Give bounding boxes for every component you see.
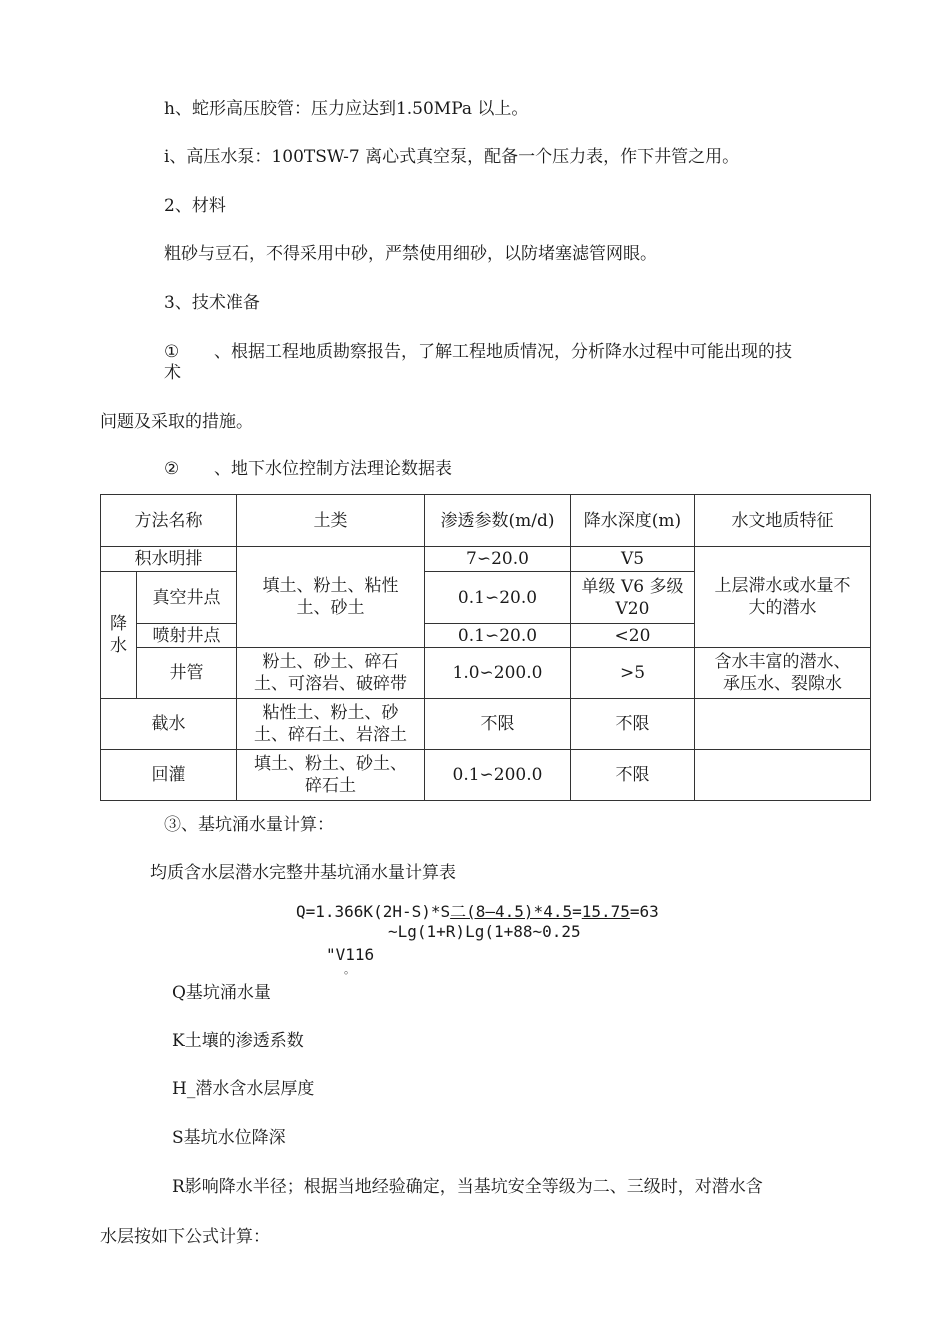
depth-cell: V5 bbox=[571, 547, 695, 572]
perm-cell: 0.1∽20.0 bbox=[425, 624, 571, 648]
def-r: R影响降水半径；根据当地经验确定，当基坑安全等级为二、三级时，对潜水含 bbox=[172, 1177, 763, 1197]
feature-cell bbox=[695, 750, 871, 801]
depth-cell: 单级 V6 多级 V20 bbox=[571, 572, 695, 624]
depth-cell: 不限 bbox=[571, 750, 695, 801]
item2-text: 、地下水位控制方法理论数据表 bbox=[214, 459, 452, 479]
def-s: S基坑水位降深 bbox=[172, 1128, 286, 1148]
formula-num1: 二(8—4.5)*4.5 bbox=[450, 902, 573, 921]
header-cell: 水文地质特征 bbox=[695, 495, 871, 547]
feature-cell bbox=[695, 699, 871, 750]
depth-cell: >5 bbox=[571, 648, 695, 699]
formula-eq1: = bbox=[572, 902, 582, 921]
header-cell: 渗透参数(m/d) bbox=[425, 495, 571, 547]
formula-num2: 15.75 bbox=[581, 902, 630, 921]
tech-heading: 3、技术准备 bbox=[164, 293, 260, 313]
def-q: Q基坑涌水量 bbox=[172, 983, 271, 1003]
materials-text: 粗砂与豆石，不得采用中砂，严禁使用细砂，以防堵塞滤管网眼。 bbox=[164, 244, 657, 264]
perm-cell: 1.0∽200.0 bbox=[425, 648, 571, 699]
table-row bbox=[101, 547, 871, 572]
table-caption: 均质含水层潜水完整井基坑涌水量计算表 bbox=[150, 863, 456, 883]
depth-cell: 不限 bbox=[571, 699, 695, 750]
def-r-cont: 水层按如下公式计算： bbox=[100, 1227, 270, 1247]
perm-cell: 0.1∽200.0 bbox=[425, 750, 571, 801]
formula-line1 bbox=[296, 902, 659, 922]
line-i: i、高压水泵：100TSW-7 离心式真空泵，配备一个压力表，作下井管之用。 bbox=[164, 147, 740, 167]
header-cell: 方法名称 bbox=[101, 495, 237, 547]
table-row bbox=[101, 648, 871, 699]
soil-cell: 粘性土、粉土、砂 土、碎石土、岩溶土 bbox=[237, 699, 425, 750]
header-cell: 土类 bbox=[237, 495, 425, 547]
formula-eq2: =63 bbox=[629, 902, 659, 921]
item1-mark: ① bbox=[164, 342, 180, 362]
method-cell: 积水明排 bbox=[101, 547, 237, 572]
method-cell: 回灌 bbox=[101, 750, 237, 801]
group-label-cell: 降 水 bbox=[101, 572, 137, 699]
def-h: H_潜水含水层厚度 bbox=[172, 1079, 315, 1099]
table-row bbox=[101, 750, 871, 801]
item1-text: 、根据工程地质勘察报告，了解工程地质情况，分析降水过程中可能出现的技 bbox=[214, 342, 792, 362]
method-cell: 截水 bbox=[101, 699, 237, 750]
method-cell: 真空井点 bbox=[137, 572, 237, 624]
line-h: h、蛇形高压胶管：压力应达到1.50MPa 以上。 bbox=[164, 99, 529, 119]
def-k: K土壤的渗透系数 bbox=[172, 1031, 304, 1051]
method-cell: 喷射井点 bbox=[137, 624, 237, 648]
item1-cont: 问题及采取的措施。 bbox=[100, 412, 253, 432]
formula-extra: "V116 bbox=[326, 945, 375, 964]
perm-cell: 不限 bbox=[425, 699, 571, 750]
item1-wrap: 术 bbox=[164, 363, 181, 383]
depth-cell: <20 bbox=[571, 624, 695, 648]
table-header-row bbox=[101, 495, 871, 547]
table-row bbox=[101, 699, 871, 750]
item2-mark: ② bbox=[164, 459, 180, 479]
feature-cell: 含水丰富的潜水、 承压水、裂隙水 bbox=[695, 648, 871, 699]
materials-heading: 2、材料 bbox=[164, 196, 226, 216]
formula-extra-mark: 。 bbox=[344, 963, 355, 976]
water-control-table bbox=[100, 494, 871, 801]
header-cell: 降水深度(m) bbox=[571, 495, 695, 547]
method-cell: 井管 bbox=[137, 648, 237, 699]
item3: ③、基坑涌水量计算： bbox=[164, 815, 334, 835]
soil-cell: 填土、粉土、砂土、 碎石土 bbox=[237, 750, 425, 801]
formula-lhs: Q=1.366K(2H-S)*S bbox=[296, 902, 451, 921]
perm-cell: 0.1∽20.0 bbox=[425, 572, 571, 624]
soil-cell: 粉土、砂土、碎石 土、可溶岩、破碎带 bbox=[237, 648, 425, 699]
feature-cell: 上层滞水或水量不 大的潜水 bbox=[695, 547, 871, 648]
formula-denominator: ~Lg(1+R)Lg(1+88~0.25 bbox=[388, 922, 581, 941]
soil-cell: 填土、粉土、粘性 土、砂土 bbox=[237, 547, 425, 648]
perm-cell: 7∽20.0 bbox=[425, 547, 571, 572]
